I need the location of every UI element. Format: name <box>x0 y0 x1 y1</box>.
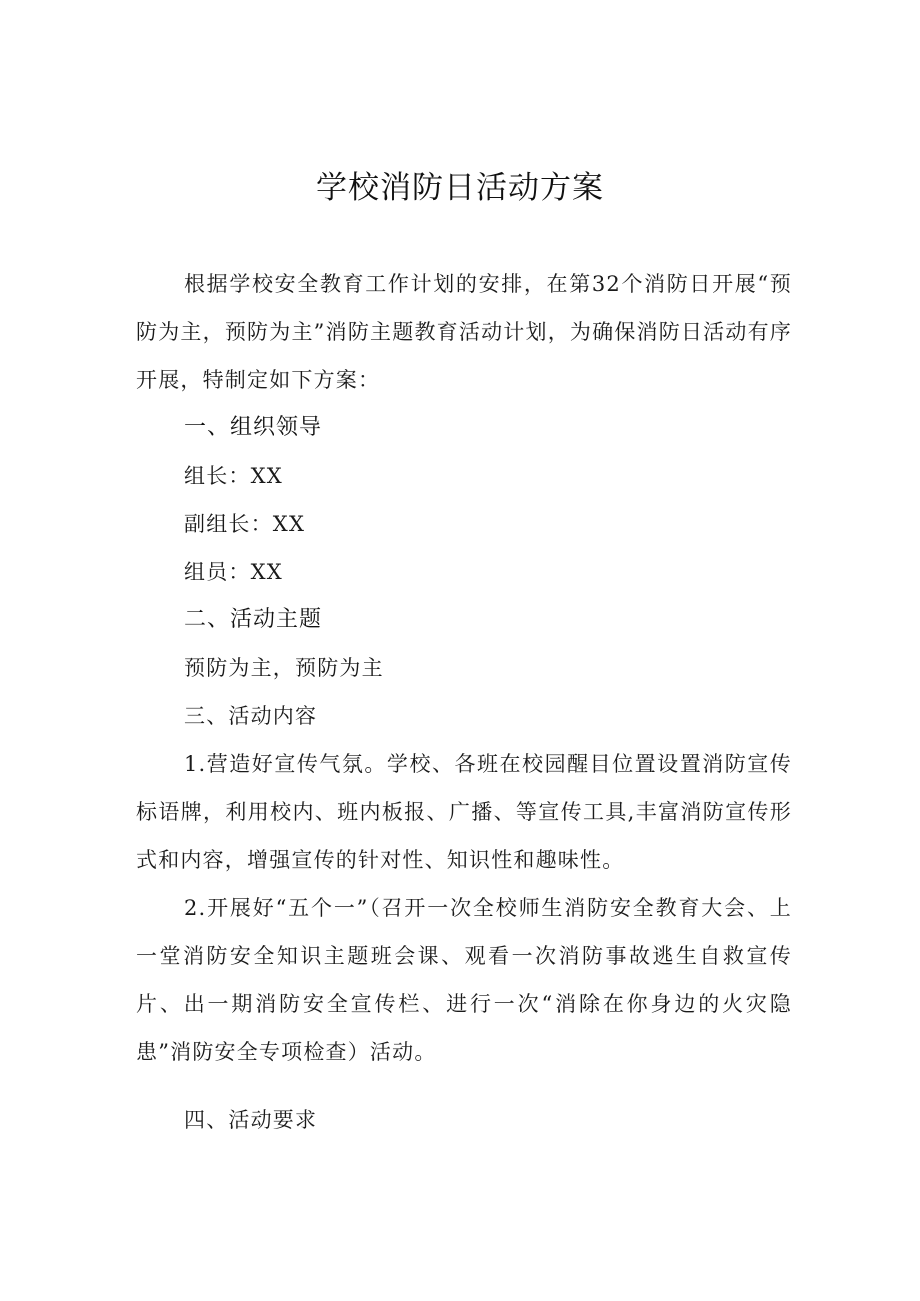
section-heading-organization: 一、组织领导 <box>184 415 323 440</box>
leader-line: 组长：XX <box>184 464 283 488</box>
spacer <box>136 1076 792 1096</box>
content-item-1: 1.营造好宣传气氛。学校、各班在校园醒目位置设置消防宣传标语牌，利用校内、班内板报、广播、等宣传工具,丰富消防宣传形式和内容，增强宣传的针对性、知识性和趣味性。 <box>136 752 792 872</box>
members-line: 组员：XX <box>184 560 283 584</box>
theme-line: 预防为主，预防为主 <box>184 656 384 680</box>
document-body <box>136 260 792 1144</box>
section-heading-requirements: 四、活动要求 <box>184 1108 318 1132</box>
deputy-leader-line: 副组长：XX <box>184 512 306 536</box>
content-item-2: 2.开展好“五个一”（召开一次全校师生消防安全教育大会、上一堂消防安全知识主题班会课、观看一次消防事故逃生自救宣传片、出一期消防安全宣传栏、进行一次“消除在你身边的火灾隐患”消防安全专项检查）活动。 <box>136 896 792 1064</box>
document-title: 学校消防日活动方案 <box>316 170 604 206</box>
section-heading-content: 三、活动内容 <box>184 704 318 728</box>
section-heading-theme: 二、活动主题 <box>184 607 323 632</box>
intro-paragraph: 根据学校安全教育工作计划的安排，在第32个消防日开展“预防为主，预防为主”消防主题教育活动计划，为确保消防日活动有序开展，特制定如下方案： <box>136 272 792 392</box>
